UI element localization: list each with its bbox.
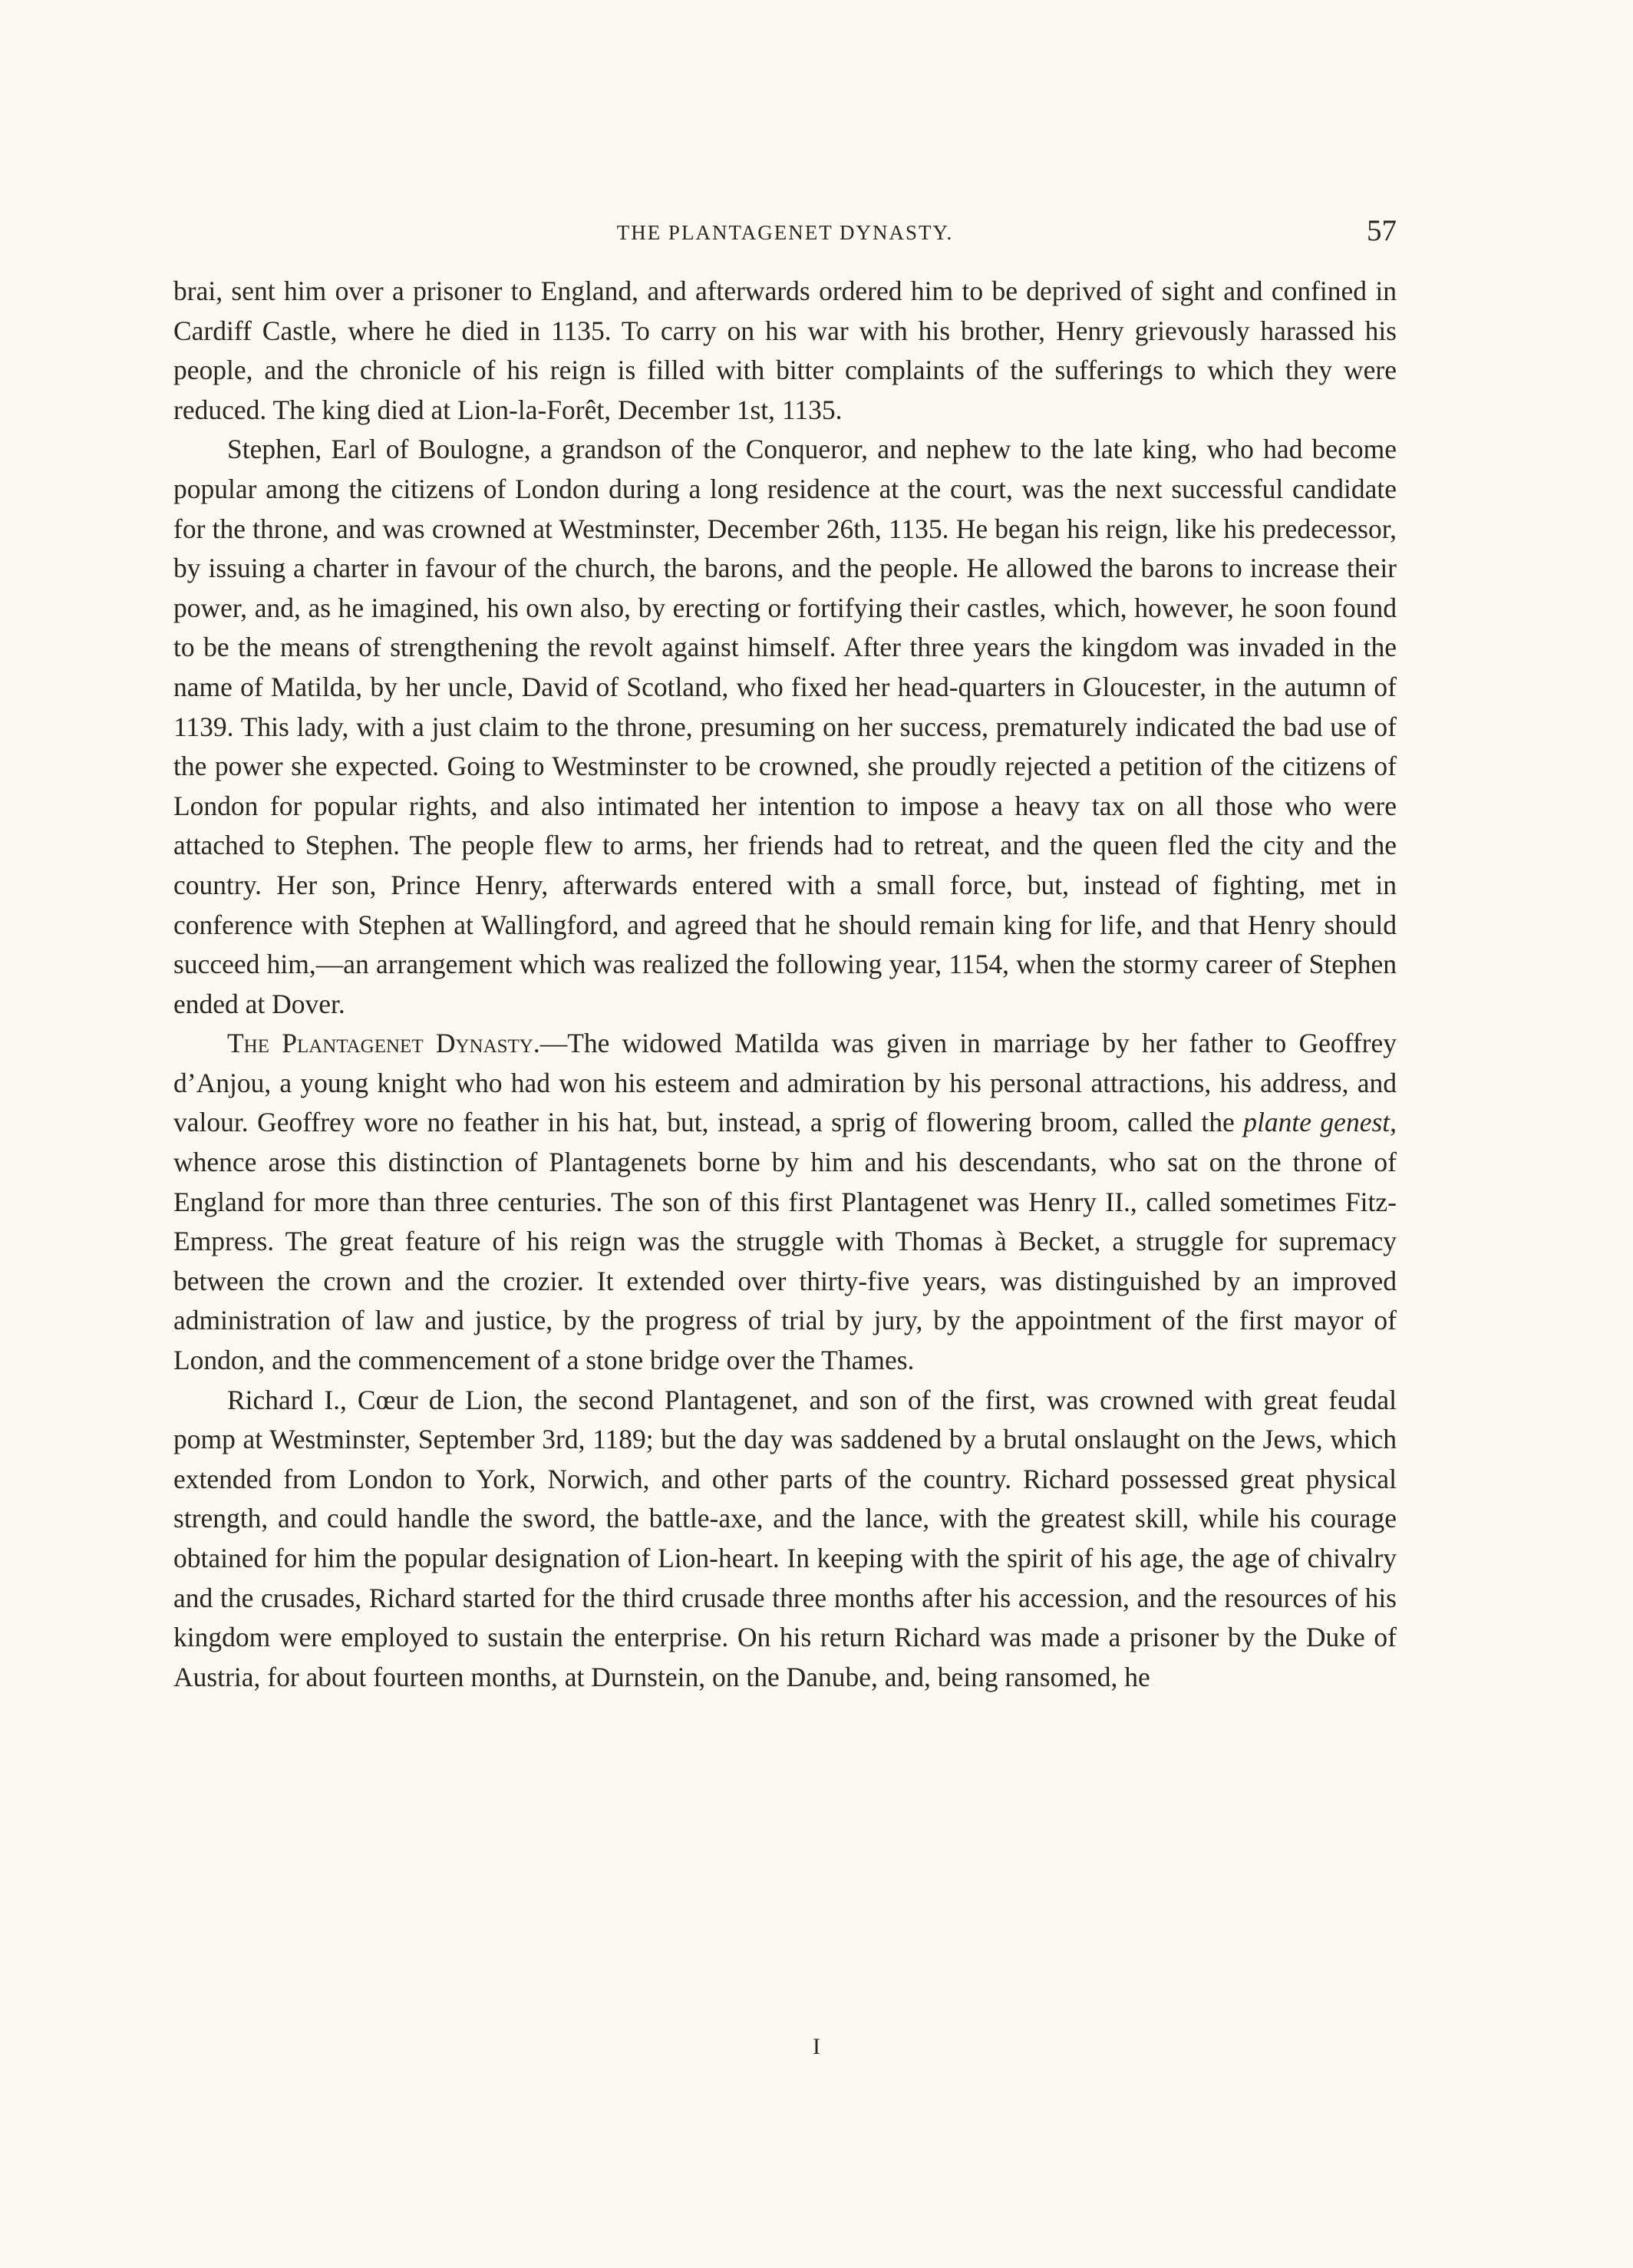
paragraph-plantagenet (173, 1024, 1397, 1380)
paragraph-stephen: Stephen, Earl of Boulogne, a grandson of the Conqueror, and nephew to the late king, who had become popular among the citizens of London during a long residence at the court, was the next successful candidate for the throne, and was crowned at Westminster, December 26th, 1135. He began his reign, like his predecessor, by issuing a charter in favour of the church, the barons, and the people. He allowed the barons to increase their power, and, as he imagined, his own also, by erecting or fortifying their castles, which, however, he soon found to be the means of strengthening the revolt against himself. After three years the kingdom was invaded in the name of Matilda, by her uncle, David of Scotland, who fixed her head-quarters in Gloucester, in the autumn of 1139. This lady, with a just claim to the throne, presuming on her success, prematurely indicated the bad use of the power she expected. Going to Westminster to be crowned, she proudly rejected a petition of the citizens of London for popular rights, and also intimated her intention to impose a heavy tax on all those who were attached to Stephen. The people flew to arms, her friends had to retreat, and the queen fled the city and the country. Her son, Prince Henry, afterwards entered with a small force, but, instead of fighting, met in conference with Stephen at Wallingford, and agreed that he should remain king for life, and that Henry should succeed him,—an arrangement which was realized the following year, 1154, when the stormy career of Stephen ended at Dover. (173, 434, 1397, 1019)
paragraph-text: —The widowed Matilda was given in marriage by her father to Geoffrey d’Anjou, a young knight who had won his esteem and admiration by his personal attractions, his address, and valour. Geoffrey wore no feather in his hat, but, instead, a sprig of flowering broom, called the (173, 1028, 1397, 1138)
body-text (173, 272, 1397, 1697)
running-title: THE PLANTAGENET DYNASTY. (616, 221, 954, 244)
paragraph-richard: Richard I., Cœur de Lion, the second Plantagenet, and son of the first, was crowned with great feudal pomp at Westminster, September 3rd, 1189; but the day was saddened by a brutal onslaught on the Jews, which extended from London to York, Norwich, and other parts of the country. Richard possessed great physical strength, and could handle the sword, the battle-axe, and the lance, with the greatest skill, while his courage obtained for him the popular designation of Lion-heart. In keeping with the spirit of his age, the age of chivalry and the crusades, Richard started for the third crusade three months after his accession, and the resources of his kingdom were employed to sustain the enterprise. On his return Richard was made a prisoner by the Duke of Austria, for about fourteen months, at Durnstein, on the Danube, and, being ransomed, he (173, 1384, 1397, 1692)
paragraph-text: , whence arose this distinction of Plantagenets borne by him and his descendants, who sat on the throne of England for more than three centuries. The son of this first Plantagenet was Henry II., called sometimes Fitz-Empress. The great feature of his reign was the struggle with Thomas à Becket, a struggle for supremacy between the crown and the crozier. It extended over thirty-five years, was distinguished by an improved administration of law and justice, by the progress of trial by jury, by the appointment of the first mayor of London, and the commencement of a stone bridge over the Thames. (173, 1107, 1397, 1376)
section-heading: The Plantagenet Dynasty. (227, 1028, 540, 1059)
italic-term: plante genest (1243, 1107, 1391, 1138)
signature-mark: I (813, 2034, 820, 2059)
page-number: 57 (1367, 214, 1397, 247)
paragraph-continued: brai, sent him over a prisoner to England, and afterwards ordered him to be deprived of sight and confined in Cardiff Castle, where he died in 1135. To carry on his war with his brother, Henry grievously harassed his people, and the chronicle of his reign is filled with bitter complaints of the sufferings to which they were reduced. The king died at Lion-la-Forêt, December 1st, 1135. (173, 276, 1397, 425)
running-header (173, 216, 1397, 250)
